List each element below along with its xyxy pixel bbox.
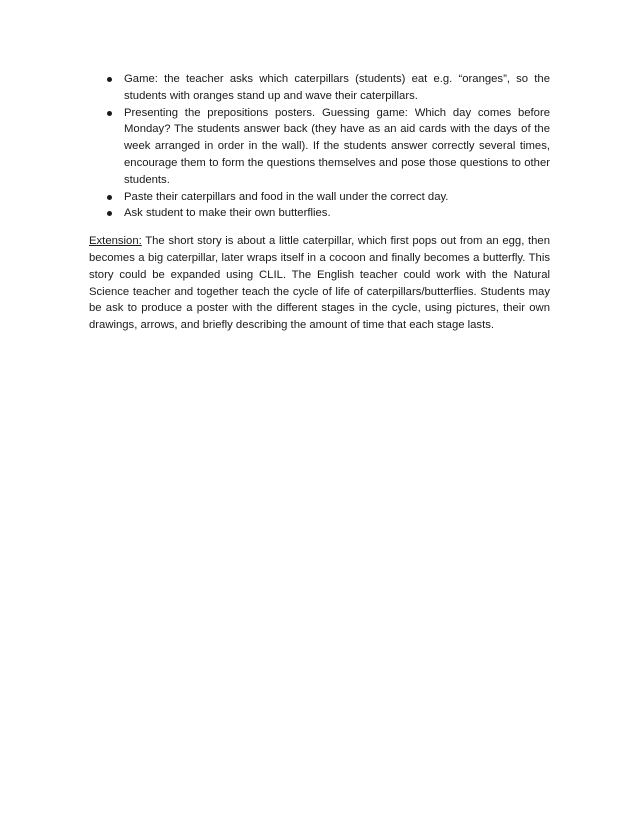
bullet-icon [107,195,112,200]
activity-bullet-list [89,71,550,222]
extension-label: Extension: [89,235,142,248]
extension-text: The short story is about a little caterpillar, which first pops out from an egg, then becomes a big caterpillar, later wraps itself in a cocoon and finally becomes a butterfly. This story could be expanded using CLIL. The English teacher could work with the Natural Science teacher and together teach the cycle of life of caterpillars/butterflies. Students may be ask to produce a poster with the different stages in the cycle, using pictures, their own drawings, arrows, and briefly describing the amount of time that each stage lasts. [89,235,550,332]
list-item [89,189,550,206]
list-item-text: Presenting the prepositions posters. Guessing game: Which day comes before Monday? The students answer back (they have as an aid cards with the days of the week arranged in order in the wall). If the students answer correctly several times, encourage them to form the questions themselves and pose those questions to other students. [124,106,550,186]
list-item [89,71,550,105]
bullet-icon [107,111,112,116]
list-item-text: Paste their caterpillars and food in the wall under the correct day. [124,190,449,203]
bullet-icon [107,77,112,82]
list-item-text: Ask student to make their own butterflies. [124,207,331,220]
list-item-text: Game: the teacher asks which caterpillars (students) eat e.g. “oranges”, so the students with oranges stand up and wave their caterpillars. [124,73,550,102]
bullet-icon [107,211,112,216]
list-item [89,205,550,222]
page-content [89,71,550,345]
list-item [89,105,550,189]
extension-paragraph [89,233,550,334]
